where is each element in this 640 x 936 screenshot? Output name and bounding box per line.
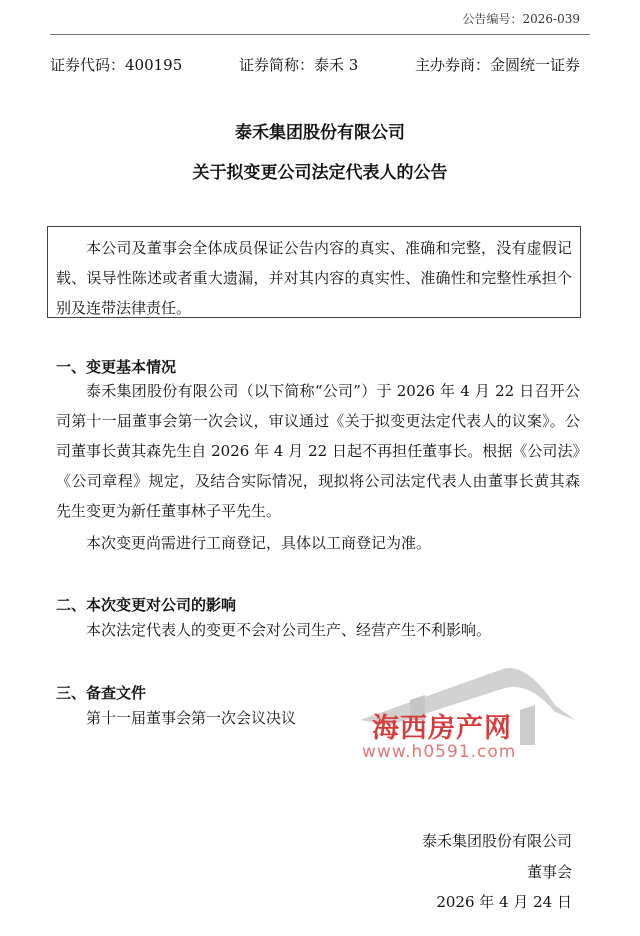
section-1-paragraph-2: 本次变更尚需进行工商登记，具体以工商登记为准。 [86, 534, 432, 552]
signature-company: 泰禾集团股份有限公司 [421, 832, 572, 850]
announcement-title: 关于拟变更公司法定代表人的公告 [192, 163, 448, 183]
signature-date: 2026 年 4 月 24 日 [436, 893, 572, 911]
sponsor-broker: 主办券商：金圆统一证券 [414, 56, 580, 74]
disclaimer-text: 本公司及董事会全体成员保证公告内容的真实、准确和完整，没有虚假记载、误导性陈述或者重大遗漏，并对其内容的真实性、准确性和完整性承担个别及连带法律责任。 [56, 239, 572, 317]
watermark-name: 海西房产网 [372, 713, 512, 744]
section-2-paragraph: 本次法定代表人的变更不会对公司生产、经营产生不利影响。 [86, 621, 492, 639]
signature-board: 董事会 [526, 863, 572, 881]
disclaimer-box [47, 226, 581, 318]
section-3-paragraph: 第十一届董事会第一次会议决议 [86, 709, 297, 727]
header-divider [50, 34, 590, 35]
section-1-heading: 一、变更基本情况 [56, 358, 177, 376]
securities-abbreviation: 证券简称：泰禾 3 [238, 56, 359, 74]
securities-info-row [50, 54, 580, 75]
company-title: 泰禾集团股份有限公司 [235, 123, 405, 143]
section-3-heading: 三、备查文件 [56, 684, 147, 702]
section-2-heading: 二、本次变更对公司的影响 [56, 596, 237, 614]
watermark-url: www.h0591.com [362, 742, 517, 762]
section-1-paragraph-1: 泰禾集团股份有限公司（以下简称“公司”）于 2026 年 4 月 22 日召开公司第十一届董事会第一次会议，审议通过《关于拟变更法定代表人的议案》。公司董事长黄其森先生自 2026 年 4 月 22 日起不再担任董事长。根据《公司法》《公司章程》规定，及结合实际情况，现拟将公司法定代表人由董事长黄其森先生变更为新任董事林子平先生。 [56, 382, 580, 520]
securities-code: 证券代码：400195 [50, 56, 183, 74]
announcement-number: 公告编号：2026-039 [462, 12, 580, 26]
